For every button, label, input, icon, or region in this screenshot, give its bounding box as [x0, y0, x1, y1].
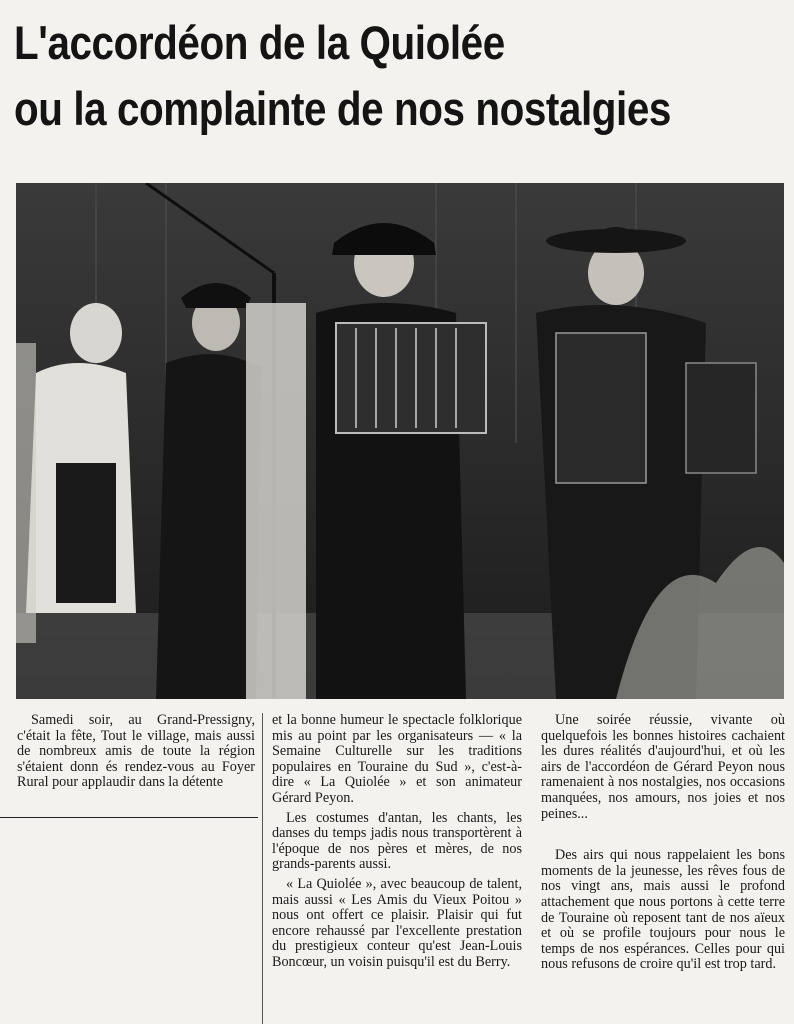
- headline-line-2: ou la complainte de nos nostalgies: [14, 82, 671, 135]
- paragraph-col2-2: Les costumes d'antan, les chants, les danses du temps jadis nous transportèrent à l'époque de nos pères et mères, de nos grands-parents aussi.: [272, 809, 522, 873]
- column-divider: [262, 713, 263, 1024]
- paragraph-col2-1: et la bonne humeur le spectacle folklorique mis au point par les organisateurs — « la Semaine Culturelle sur les traditions populaires en Touraine du Sud », c'est-à-dire « La Quiolée » et son animateur Gérard Peyon.: [272, 712, 522, 806]
- article-photo: [16, 183, 784, 699]
- paragraph-col2-3: « La Quiolée », avec beaucoup de talent, mais aussi « Les Amis du Vieux Poitou » nous ont offert ce plaisir. Plaisir qui fut encore rehaussé par l'excellente prestation du prestigieux conteur qu'est Jean-Louis Boncœur, un voisin puisqu'il est du Berry.: [272, 875, 522, 970]
- column-2: [272, 713, 522, 971]
- article-body: [0, 713, 794, 1024]
- paragraph-col3-2: Des airs qui nous rappelaient les bons moments de la jeunesse, les rêves fous de nos vingt ans, mais aussi le profond attachement que nous portons à cette terre de Touraine où reposent tant de nos aïeux et où se profile toujours pour nous le temps de nos espérances. Celles pour qui nous refusons de croire qu'il est trop tard.: [541, 847, 785, 973]
- column-1-rule: [0, 817, 258, 818]
- column-3: [541, 713, 785, 973]
- column-1: [17, 713, 255, 791]
- paragraph-col3-1: Une soirée réussie, vivante où quelquefois les bonnes histoires cachaient les dures réalités d'aujourd'hui, et où les airs de l'accordéon de Gérard Peyon nous ramenaient à nos nostalgies, nos occasions manquées, nos amours, nos joies et nos peines...: [541, 712, 785, 822]
- paragraph-col1: Samedi soir, au Grand-Pressigny, c'était la fête, Tout le village, mais aussi de nombreux amis de toute la région s'étaient donn és rendez-vous au Foyer Rural pour applaudir dans la détente: [17, 712, 255, 791]
- article-headline: [14, 10, 676, 142]
- photo-illustration: [16, 183, 784, 699]
- headline-line-1: L'accordéon de la Quiolée: [14, 16, 505, 69]
